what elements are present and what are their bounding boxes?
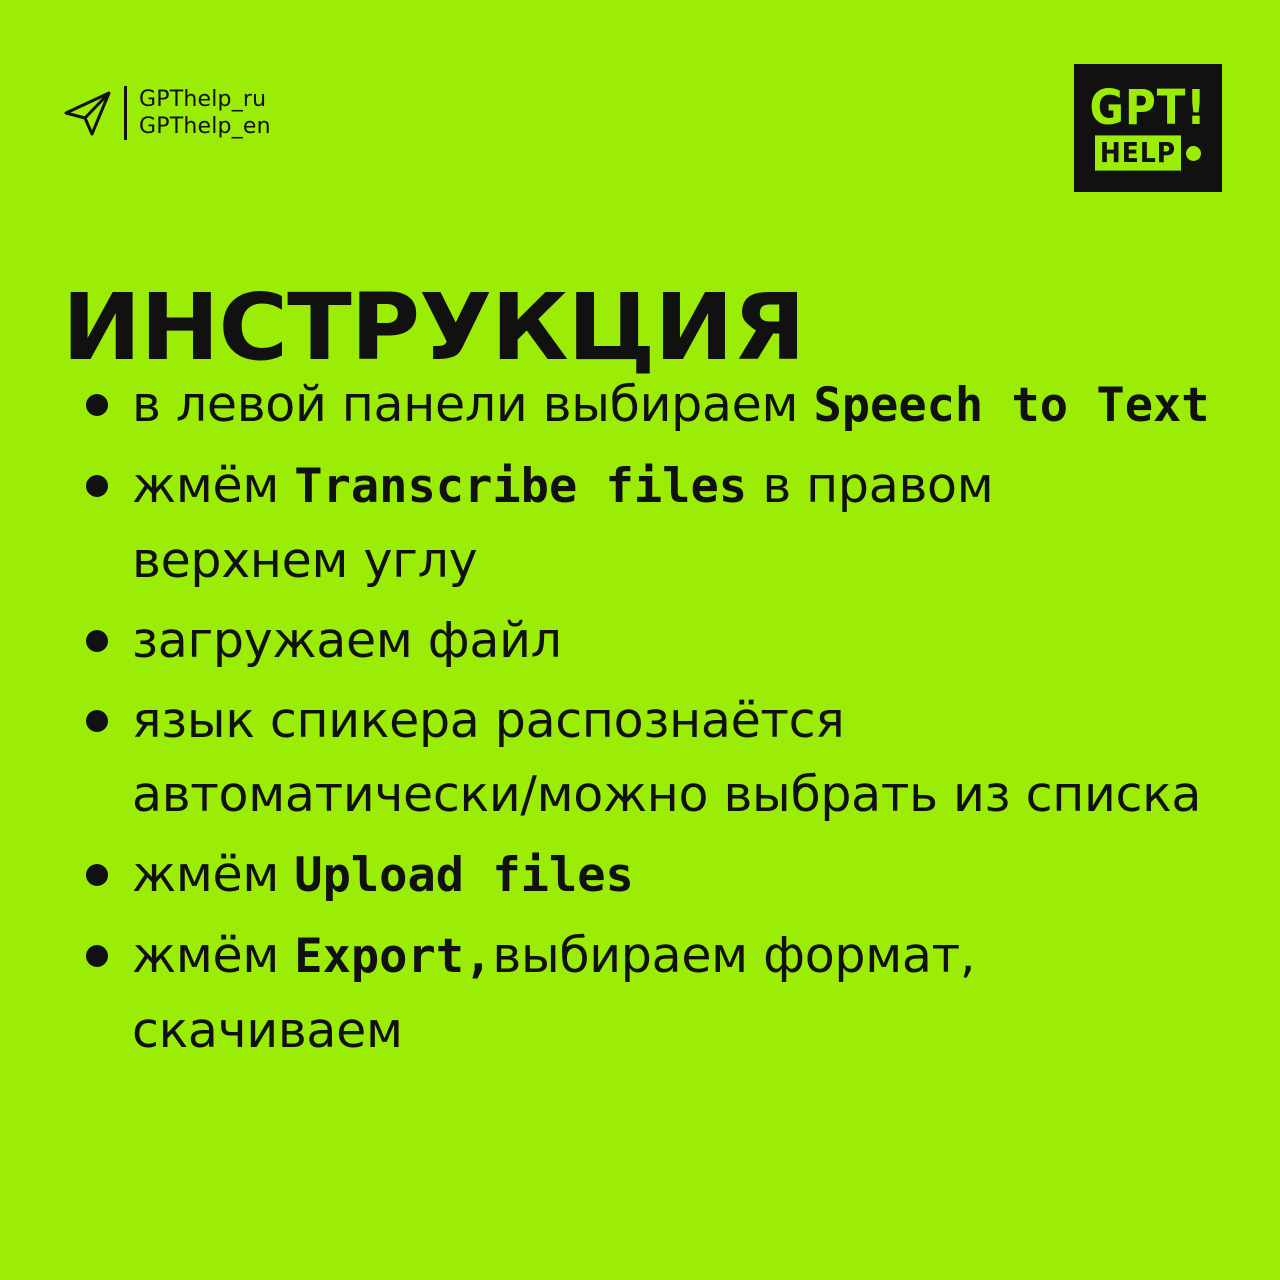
bullet-icon — [86, 475, 108, 497]
list-item — [86, 919, 1222, 1068]
step-phrase: язык спикера распознаётся автоматически/можно выбрать из списка — [132, 692, 1202, 823]
bullet-icon — [86, 945, 108, 967]
step-phrase: в правом верхнем углу — [132, 457, 994, 589]
step-text-2 — [132, 449, 1222, 598]
header-bar — [0, 58, 1280, 198]
ui-command-label: Speech to Text — [813, 378, 1210, 433]
bullet-icon — [86, 864, 108, 886]
ui-command-label: Export, — [294, 929, 493, 984]
handles-text — [124, 86, 271, 140]
gpthelp-logo — [1074, 64, 1222, 192]
instruction-steps-list — [86, 368, 1222, 1074]
logo-bottom-text: HELP — [1095, 135, 1181, 170]
telegram-handle-en[interactable]: GPThelp_en — [139, 114, 271, 139]
ui-command-label: Upload files — [294, 848, 634, 903]
telegram-handles — [62, 86, 271, 140]
page-title: ИНСТРУКЦИЯ — [62, 273, 805, 381]
step-phrase: жмём — [132, 457, 295, 514]
list-item — [86, 368, 1222, 443]
list-item — [86, 449, 1222, 598]
step-text-5 — [132, 838, 1222, 913]
telegram-paper-plane-icon — [62, 87, 114, 139]
logo-dot-icon — [1186, 146, 1201, 161]
step-text-3 — [132, 604, 1222, 678]
step-phrase: загружаем файл — [132, 612, 562, 669]
step-phrase: жмём — [132, 846, 295, 903]
bullet-icon — [86, 630, 108, 652]
logo-top-text: GPT! — [1089, 79, 1207, 136]
step-phrase: жмём — [132, 927, 295, 984]
step-text-6 — [132, 919, 1222, 1068]
list-item — [86, 604, 1222, 678]
step-phrase: выбираем формат, скачиваем — [132, 927, 976, 1059]
bullet-icon — [86, 394, 108, 416]
step-phrase: в левой панели выбираем — [132, 376, 814, 433]
step-text-1 — [132, 368, 1222, 443]
logo-bottom-row — [1095, 137, 1201, 169]
bullet-icon — [86, 710, 108, 732]
list-item — [86, 838, 1222, 913]
telegram-handle-ru[interactable]: GPThelp_ru — [139, 87, 267, 112]
ui-command-label: Transcribe files — [294, 459, 748, 514]
list-item — [86, 684, 1222, 832]
step-text-4 — [132, 684, 1222, 832]
